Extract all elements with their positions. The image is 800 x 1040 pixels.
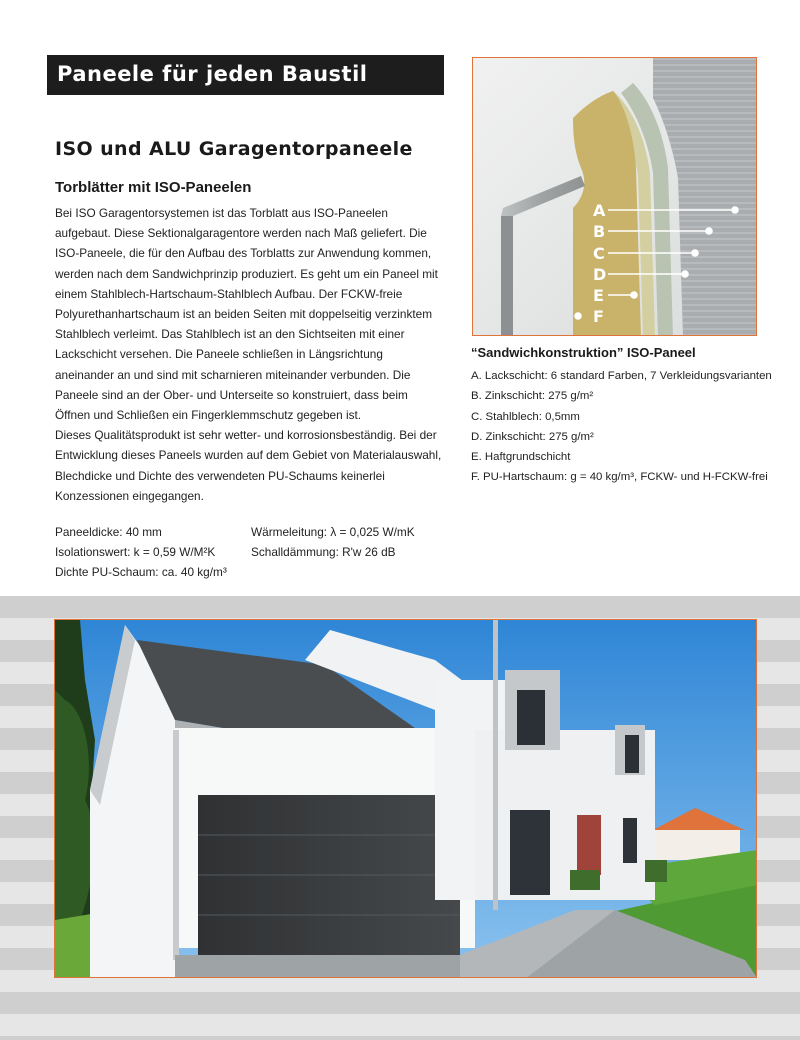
body-paragraph-2: Dieses Qualitätsprodukt ist sehr wetter- und korrosionsbeständig. Bei der Entwicklung dieses Paneels wurden auf dem Gebiet von Materialauswahl, Blechdicke und Dichte des verwendeten PU-Schaums keinerlei Konzessionen eingegangen. — [55, 428, 442, 503]
caption-item-a: A. Lackschicht: 6 standard Farben, 7 Verkleidungsvarianten — [471, 370, 772, 382]
spec-sound-insulation: Schalldämmung: R'w 26 dB — [251, 545, 396, 559]
house-photo-svg — [55, 620, 757, 978]
diagram-label-e: E — [593, 286, 604, 305]
caption-item-f: F. PU-Hartschaum: g = 40 kg/m³, FCKW- und H-FCKW-frei — [471, 471, 768, 484]
body-paragraph-1: Bei ISO Garagentorsystemen ist das Torblatt aus ISO-Paneelen aufgebaut. Diese Sektionalgaragentore werden nach Maß geliefert. Die ISO-Paneele, die für den Aufbau des Torblatts zur Anwendung kommen, werden nach dem Sandwichprinzip produziert. Es geht um ein Paneel mit einem Stahlblech-Hartschaum-Stahlblech Aufbau. Der FCKW-freie Polyurethanhartschaum ist an beiden Seiten mit doppelseitig verzinktem Stahlblech verleimt. Das Stahlblech ist an den Sichtseiten mit einer Lackschicht versehen. Die Paneele schließen in Längsrichtung aneinander an und sind mit scharnieren miteinander verbunden. Die Paneele sind an der Ober- und Unterseite so konstruiert, dass beim Öffnen und Schließen ein Fingerklemmschutz gegeben ist. — [55, 206, 438, 423]
specs-right — [251, 522, 415, 562]
caption-item-b: B. Zinkschicht: 275 g/m² — [471, 390, 594, 403]
body-text — [55, 203, 443, 506]
caption-item-e: E. Haftgrundschicht — [471, 451, 571, 464]
caption-list — [471, 366, 772, 488]
diagram-label-b: B — [593, 222, 606, 241]
caption-title: “Sandwichkonstruktion” ISO-Paneel — [471, 345, 696, 360]
sub-heading: Torblätter mit ISO-Paneelen — [55, 179, 252, 196]
diagram-label-a: A — [593, 201, 606, 220]
section-banner — [47, 55, 444, 95]
specs-left — [55, 522, 227, 582]
diagram-label-f: F — [593, 307, 604, 326]
banner-title: Paneele für jeden Baustil — [57, 62, 368, 86]
panel-diagram-svg — [473, 58, 757, 336]
spec-panel-thickness: Paneeldicke: 40 mm — [55, 525, 162, 539]
panel-cross-section-diagram — [472, 57, 757, 336]
diagram-label-d: D — [593, 265, 607, 284]
spec-foam-density: Dichte PU-Schaum: ca. 40 kg/m³ — [55, 565, 227, 579]
diagram-label-c: C — [593, 244, 605, 263]
spec-thermal-conductivity: Wärmeleitung: λ = 0,025 W/mK — [251, 525, 415, 539]
caption-item-c: C. Stahlblech: 0,5mm — [471, 410, 580, 423]
spec-insulation: Isolationswert: k = 0,59 W/M²K — [55, 545, 216, 559]
house-photo — [54, 619, 757, 978]
page-heading: ISO und ALU Garagentorpaneele — [55, 138, 413, 160]
caption-item-d: D. Zinkschicht: 275 g/m² — [471, 430, 594, 443]
